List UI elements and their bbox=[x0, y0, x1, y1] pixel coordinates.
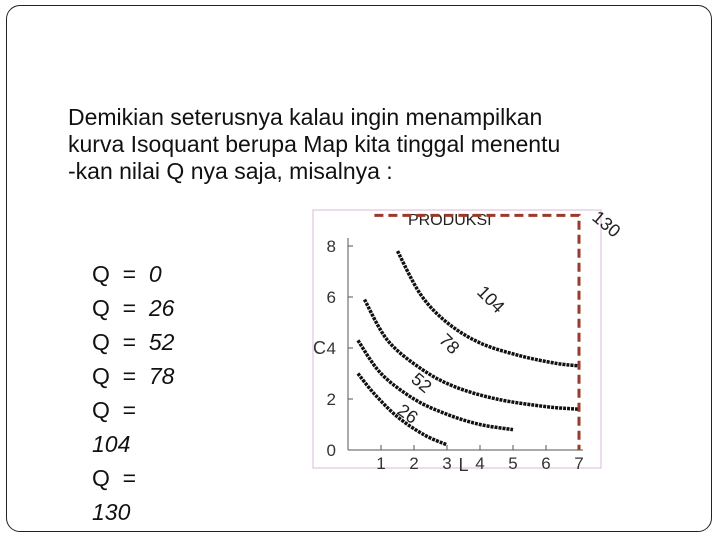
q-label: Q bbox=[92, 397, 110, 423]
q-eq: = bbox=[122, 465, 137, 491]
q-list-item bbox=[92, 291, 212, 325]
q-label: Q bbox=[92, 363, 110, 389]
q-value-list bbox=[92, 257, 212, 529]
q-value: 0 bbox=[148, 261, 162, 287]
x-tick-label: 6 bbox=[541, 454, 551, 473]
q-value: 52 bbox=[148, 329, 175, 355]
y-tick-label: 6 bbox=[326, 288, 336, 307]
q-eq: = bbox=[122, 363, 137, 389]
slide-heading bbox=[68, 104, 688, 185]
curve-label-130: 130 bbox=[588, 206, 625, 242]
heading-line: kurva Isoquant berupa Map kita tinggal menentu bbox=[68, 131, 561, 157]
q-label: Q bbox=[92, 465, 110, 491]
q-label: Q bbox=[92, 329, 110, 355]
q-eq: = bbox=[122, 329, 137, 355]
curve-label-26: 26 bbox=[393, 399, 422, 428]
q-list-item bbox=[92, 359, 212, 393]
y-tick-label: 0 bbox=[326, 441, 336, 460]
curve-label-78: 78 bbox=[435, 329, 464, 358]
isoquant-chart-svg bbox=[300, 195, 625, 480]
y-tick-label: 8 bbox=[326, 237, 336, 256]
q-value: 26 bbox=[148, 295, 175, 321]
chart-title: PRODUKSI bbox=[408, 212, 492, 229]
isoquant-chart bbox=[300, 195, 625, 480]
y-tick-label: 2 bbox=[326, 390, 336, 409]
q-label: Q bbox=[92, 295, 110, 321]
y-tick-label: 4 bbox=[326, 339, 336, 358]
x-tick-label: 3 bbox=[442, 454, 452, 473]
y-axis-label: C bbox=[313, 338, 326, 358]
x-tick-label: 1 bbox=[376, 454, 386, 473]
q-value: 78 bbox=[148, 363, 175, 389]
q-eq: = bbox=[122, 295, 137, 321]
q-list-item bbox=[92, 257, 212, 291]
x-tick-label: 5 bbox=[508, 454, 518, 473]
q-eq: = bbox=[122, 261, 137, 287]
q-list-item-value: 104 bbox=[92, 431, 131, 457]
x-tick-label: 4 bbox=[475, 454, 485, 473]
q-list-item bbox=[92, 393, 212, 427]
heading-line: -kan nilai Q nya saja, misalnya : bbox=[68, 158, 393, 184]
q-list-item-value: 130 bbox=[92, 499, 131, 525]
q-label: Q bbox=[92, 261, 110, 287]
curve-label-52: 52 bbox=[407, 368, 436, 397]
q-list-item bbox=[92, 325, 212, 359]
x-tick-label: 2 bbox=[409, 454, 419, 473]
q-eq: = bbox=[122, 397, 137, 423]
q-list-item bbox=[92, 461, 212, 495]
x-axis-label: L bbox=[458, 455, 469, 475]
x-tick-label: 7 bbox=[574, 454, 584, 473]
heading-line: Demikian seterusnya kalau ingin menampilkan bbox=[68, 104, 543, 130]
curve-label-104: 104 bbox=[473, 281, 509, 318]
